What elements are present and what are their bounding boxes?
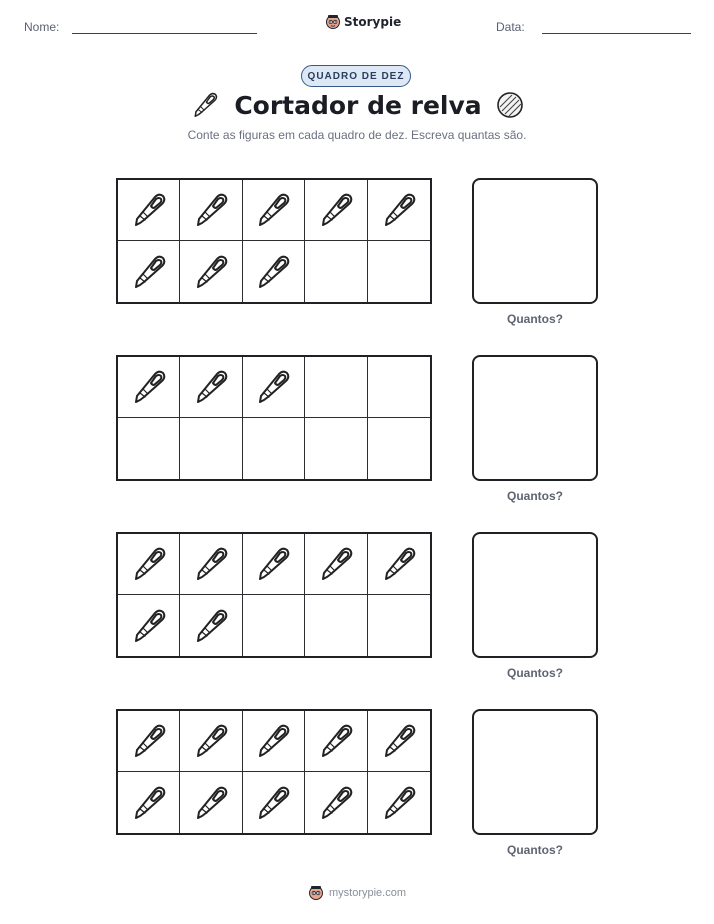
lawnmower-icon	[379, 190, 419, 230]
mascot-icon	[325, 13, 341, 30]
lawnmower-icon	[379, 783, 419, 823]
footer-url: mystorypie.com	[328, 886, 407, 899]
ten-frame-cell	[118, 241, 180, 302]
lawnmower-icon	[316, 190, 356, 230]
lawnmower-icon	[191, 367, 231, 407]
lawnmower-icon	[253, 721, 293, 761]
lawnmower-icon	[129, 190, 169, 230]
lawnmower-icon	[316, 721, 356, 761]
lawnmower-icon	[191, 544, 231, 584]
brand-name: Storypie	[344, 14, 402, 29]
ten-frame-cell	[180, 711, 242, 772]
ten-frame-cell	[243, 180, 305, 241]
ten-frame-cell	[368, 595, 430, 656]
ten-frame-cell	[368, 418, 430, 479]
ten-frame-cell	[118, 711, 180, 772]
ten-frame-cell	[180, 241, 242, 302]
ten-frame-cell	[180, 418, 242, 479]
date-label: Data:	[496, 20, 525, 34]
ten-frame-cell	[305, 357, 367, 418]
answer-label: Quantos?	[507, 489, 563, 503]
lawnmower-icon	[129, 606, 169, 646]
ten-frame-cell	[305, 595, 367, 656]
answer-box[interactable]	[472, 355, 598, 481]
answer-label: Quantos?	[507, 843, 563, 857]
worksheet-type-badge: QUADRO DE DEZ	[301, 65, 411, 87]
mascot-icon	[308, 884, 324, 901]
answer-box[interactable]	[472, 532, 598, 658]
ten-frame-cell	[305, 418, 367, 479]
ten-frame-cell	[118, 357, 180, 418]
ten-frame-cell	[243, 534, 305, 595]
lawnmower-icon	[190, 90, 220, 120]
ten-frame	[116, 178, 432, 304]
ten-frame-cell	[243, 772, 305, 833]
lawnmower-icon	[253, 190, 293, 230]
ten-frame-cell	[368, 180, 430, 241]
lawnmower-icon	[316, 783, 356, 823]
ten-frame-cell	[305, 534, 367, 595]
ten-frame-cell	[118, 180, 180, 241]
ten-frame-cell	[118, 534, 180, 595]
ten-frame-cell	[305, 772, 367, 833]
lawnmower-icon	[379, 544, 419, 584]
lawnmower-icon	[129, 252, 169, 292]
ten-frame-cell	[243, 711, 305, 772]
answer-label: Quantos?	[507, 312, 563, 326]
ten-frame-cell	[118, 418, 180, 479]
ten-frame-cell	[180, 534, 242, 595]
lawnmower-icon	[129, 783, 169, 823]
lawnmower-icon	[191, 190, 231, 230]
ten-frame-cell	[180, 180, 242, 241]
ten-frame	[116, 532, 432, 658]
ten-frame-cell	[305, 241, 367, 302]
ten-frame-cell	[118, 595, 180, 656]
lawnmower-icon	[253, 367, 293, 407]
lawnmower-icon	[253, 252, 293, 292]
answer-label: Quantos?	[507, 666, 563, 680]
answer-box[interactable]	[472, 178, 598, 304]
lawnmower-icon	[129, 367, 169, 407]
ten-frame	[116, 355, 432, 481]
ten-frame-cell	[118, 772, 180, 833]
lawnmower-icon	[129, 721, 169, 761]
name-line[interactable]	[72, 33, 257, 34]
title-row	[0, 90, 714, 120]
ten-frame-cell	[180, 357, 242, 418]
ten-frame-cell	[243, 357, 305, 418]
ten-frame-cell	[368, 711, 430, 772]
name-label: Nome:	[24, 20, 60, 34]
ten-frame-cell	[243, 418, 305, 479]
ten-frame	[116, 709, 432, 835]
ten-frame-cell	[180, 772, 242, 833]
lawnmower-icon	[379, 721, 419, 761]
answer-box[interactable]	[472, 709, 598, 835]
ten-frame-cell	[180, 595, 242, 656]
ten-frame-cell	[243, 241, 305, 302]
date-line[interactable]	[542, 33, 691, 34]
ten-frame-cell	[305, 711, 367, 772]
ten-frame-cell	[243, 595, 305, 656]
page-title: Cortador de relva	[234, 90, 482, 120]
lawnmower-icon	[253, 783, 293, 823]
lawnmower-icon	[253, 544, 293, 584]
yarn-ball-icon	[496, 91, 524, 119]
instructions: Conte as figuras em cada quadro de dez. Escreva quantas são.	[187, 128, 527, 142]
brand-logo	[325, 13, 401, 30]
footer	[0, 884, 714, 901]
ten-frame-cell	[305, 180, 367, 241]
lawnmower-icon	[316, 544, 356, 584]
lawnmower-icon	[191, 606, 231, 646]
lawnmower-icon	[191, 783, 231, 823]
lawnmower-icon	[129, 544, 169, 584]
ten-frame-cell	[368, 772, 430, 833]
ten-frame-cell	[368, 534, 430, 595]
lawnmower-icon	[191, 721, 231, 761]
lawnmower-icon	[191, 252, 231, 292]
ten-frame-cell	[368, 241, 430, 302]
ten-frame-cell	[368, 357, 430, 418]
